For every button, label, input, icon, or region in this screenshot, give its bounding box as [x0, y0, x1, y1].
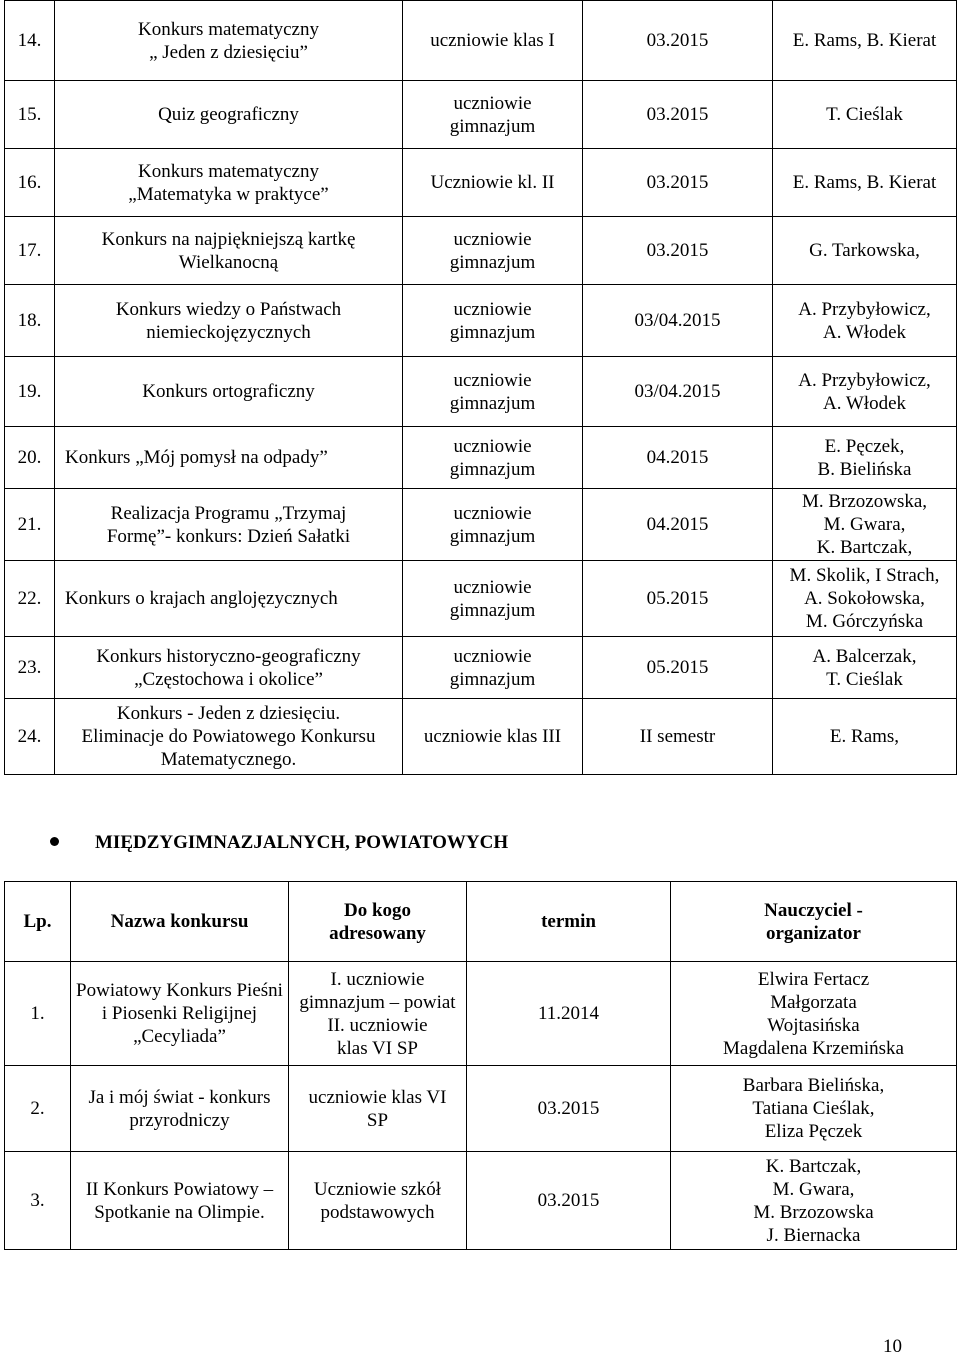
row-number: 24.	[5, 699, 55, 775]
district-contests-table	[4, 881, 957, 1250]
contest-date: 11.2014	[467, 962, 671, 1066]
header-who: Do kogo adresowany	[289, 882, 467, 962]
target-group: uczniowie gimnazjum	[403, 285, 583, 357]
organizer: A. Przybyłowicz, A. Włodek	[773, 285, 957, 357]
contest-name: Konkurs historyczno-geograficzny „Częstochowa i okolice”	[55, 637, 403, 699]
school-contests-table	[4, 0, 957, 775]
organizer: E. Rams, B. Kierat	[773, 1, 957, 81]
table-row	[5, 699, 957, 775]
organizer: T. Cieślak	[773, 81, 957, 149]
contest-name: Konkurs wiedzy o Państwach niemieckojęzycznych	[55, 285, 403, 357]
row-number: 22.	[5, 561, 55, 637]
target-group: uczniowie gimnazjum	[403, 637, 583, 699]
table-row	[5, 1152, 957, 1250]
target-group: uczniowie gimnazjum	[403, 427, 583, 489]
header-organizer: Nauczyciel - organizator	[671, 882, 957, 962]
contest-name: Ja i mój świat - konkurs przyrodniczy	[71, 1066, 289, 1152]
table-row	[5, 285, 957, 357]
row-number: 20.	[5, 427, 55, 489]
organizer: E. Rams, B. Kierat	[773, 149, 957, 217]
contest-name: Quiz geograficzny	[55, 81, 403, 149]
contest-name: II Konkurs Powiatowy – Spotkanie na Olimpie.	[71, 1152, 289, 1250]
section-heading	[50, 832, 508, 854]
contest-name: Powiatowy Konkurs Pieśni i Piosenki Religijnej „Cecyliada”	[71, 962, 289, 1066]
target-group: uczniowie gimnazjum	[403, 561, 583, 637]
contest-name: Konkurs - Jeden z dziesięciu. Eliminacje do Powiatowego Konkursu Matematycznego.	[55, 699, 403, 775]
target-group: uczniowie gimnazjum	[403, 357, 583, 427]
contest-date: 05.2015	[583, 561, 773, 637]
target-group: uczniowie gimnazjum	[403, 81, 583, 149]
target-group: uczniowie gimnazjum	[403, 217, 583, 285]
table-row	[5, 637, 957, 699]
contest-date: 03.2015	[583, 217, 773, 285]
row-number: 21.	[5, 489, 55, 561]
contest-date: 03.2015	[583, 1, 773, 81]
target-group: uczniowie klas VI SP	[289, 1066, 467, 1152]
header-name: Nazwa konkursu	[71, 882, 289, 962]
table-row	[5, 1066, 957, 1152]
target-group: uczniowie gimnazjum	[403, 489, 583, 561]
contest-name: Konkurs o krajach anglojęzycznych	[55, 561, 403, 637]
contest-date: 03.2015	[467, 1066, 671, 1152]
contest-name: Konkurs ortograficzny	[55, 357, 403, 427]
table-row	[5, 81, 957, 149]
table-row	[5, 217, 957, 285]
contest-date: 04.2015	[583, 489, 773, 561]
row-number: 18.	[5, 285, 55, 357]
contest-date: 03.2015	[467, 1152, 671, 1250]
target-group: Uczniowie kl. II	[403, 149, 583, 217]
row-number: 14.	[5, 1, 55, 81]
bullet-icon	[50, 837, 59, 846]
organizer: Elwira Fertacz Małgorzata Wojtasińska Magdalena Krzemińska	[671, 962, 957, 1066]
organizer: E. Pęczek, B. Bielińska	[773, 427, 957, 489]
organizer: E. Rams,	[773, 699, 957, 775]
row-number: 15.	[5, 81, 55, 149]
contest-date: 04.2015	[583, 427, 773, 489]
organizer: A. Balcerzak, T. Cieślak	[773, 637, 957, 699]
contest-date: 03.2015	[583, 149, 773, 217]
page-number: 10	[883, 1336, 902, 1357]
target-group: uczniowie klas III	[403, 699, 583, 775]
table-row	[5, 561, 957, 637]
table-row	[5, 149, 957, 217]
target-group: I. uczniowie gimnazjum – powiat II. uczniowie klas VI SP	[289, 962, 467, 1066]
contest-name: Realizacja Programu „Trzymaj Formę”- konkurs: Dzień Sałatki	[55, 489, 403, 561]
header-lp: Lp.	[5, 882, 71, 962]
table-row	[5, 357, 957, 427]
table-row	[5, 489, 957, 561]
target-group: Uczniowie szkół podstawowych	[289, 1152, 467, 1250]
header-row	[5, 882, 957, 962]
row-number: 2.	[5, 1066, 71, 1152]
organizer: M. Brzozowska, M. Gwara, K. Bartczak,	[773, 489, 957, 561]
row-number: 19.	[5, 357, 55, 427]
section-heading-text: MIĘDZYGIMNAZJALNYCH, POWIATOWYCH	[95, 832, 509, 853]
row-number: 3.	[5, 1152, 71, 1250]
contest-name: Konkurs matematyczny „ Jeden z dziesięciu”	[55, 1, 403, 81]
contest-name: Konkurs „Mój pomysł na odpady”	[55, 427, 403, 489]
table-row	[5, 427, 957, 489]
row-number: 16.	[5, 149, 55, 217]
contest-name: Konkurs na najpiękniejszą kartkę Wielkanocną	[55, 217, 403, 285]
row-number: 17.	[5, 217, 55, 285]
organizer: A. Przybyłowicz, A. Włodek	[773, 357, 957, 427]
organizer: G. Tarkowska,	[773, 217, 957, 285]
table-row	[5, 962, 957, 1066]
row-number: 1.	[5, 962, 71, 1066]
contest-date: 05.2015	[583, 637, 773, 699]
contest-date: 03/04.2015	[583, 357, 773, 427]
organizer: Barbara Bielińska, Tatiana Cieślak, Eliza Pęczek	[671, 1066, 957, 1152]
header-date: termin	[467, 882, 671, 962]
contest-date: II semestr	[583, 699, 773, 775]
table-row	[5, 1, 957, 81]
organizer: M. Skolik, I Strach, A. Sokołowska, M. Górczyńska	[773, 561, 957, 637]
contest-date: 03/04.2015	[583, 285, 773, 357]
contest-name: Konkurs matematyczny „Matematyka w praktyce”	[55, 149, 403, 217]
row-number: 23.	[5, 637, 55, 699]
target-group: uczniowie klas I	[403, 1, 583, 81]
contest-date: 03.2015	[583, 81, 773, 149]
organizer: K. Bartczak, M. Gwara, M. Brzozowska J. Biernacka	[671, 1152, 957, 1250]
